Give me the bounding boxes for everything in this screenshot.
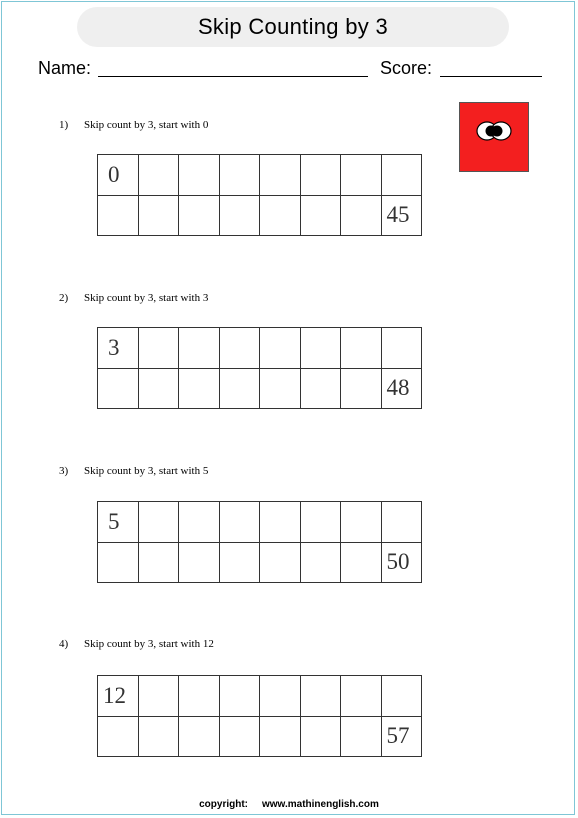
answer-cell[interactable] [260, 676, 301, 717]
answer-cell[interactable] [219, 328, 260, 369]
answer-cell[interactable] [98, 368, 139, 409]
answer-cell[interactable] [341, 542, 382, 583]
answer-cell[interactable] [179, 328, 220, 369]
start-cell: 5 [98, 502, 139, 543]
answer-cell[interactable] [260, 542, 301, 583]
question-1 [59, 119, 208, 131]
answer-grid-2 [97, 327, 422, 409]
end-cell: 57 [381, 716, 422, 757]
answer-grid-3 [97, 501, 422, 583]
start-cell: 3 [98, 328, 139, 369]
answer-cell[interactable] [300, 368, 341, 409]
worksheet-title: Skip Counting by 3 [197, 14, 389, 39]
grid-row [98, 542, 422, 583]
grid-row [98, 502, 422, 543]
answer-cell[interactable] [341, 716, 382, 757]
answer-cell[interactable] [219, 502, 260, 543]
question-2 [59, 292, 208, 304]
answer-cell[interactable] [138, 542, 179, 583]
score-label: Score: [380, 58, 433, 78]
answer-cell[interactable] [138, 368, 179, 409]
answer-cell[interactable] [219, 368, 260, 409]
answer-cell[interactable] [138, 676, 179, 717]
answer-cell[interactable] [341, 328, 382, 369]
copyright-label: copyright: [199, 799, 248, 810]
answer-cell[interactable] [98, 542, 139, 583]
question-text: Skip count by 3, start with 5 [84, 465, 209, 477]
score-blank-line[interactable] [440, 76, 542, 77]
footer [0, 799, 578, 810]
answer-cell[interactable] [179, 502, 220, 543]
answer-cell[interactable] [260, 716, 301, 757]
answer-cell[interactable] [98, 195, 139, 236]
answer-cell[interactable] [179, 155, 220, 196]
answer-cell[interactable] [260, 502, 301, 543]
grid-row [98, 195, 422, 236]
question-3 [59, 465, 208, 477]
answer-cell[interactable] [381, 502, 422, 543]
answer-cell[interactable] [138, 195, 179, 236]
end-cell: 50 [381, 542, 422, 583]
answer-grid-1 [97, 154, 422, 236]
answer-cell[interactable] [138, 502, 179, 543]
answer-grid-4 [97, 675, 422, 757]
grid-row [98, 328, 422, 369]
answer-cell[interactable] [260, 155, 301, 196]
answer-cell[interactable] [300, 328, 341, 369]
question-text: Skip count by 3, start with 12 [84, 638, 214, 650]
question-number: 3) [59, 465, 69, 477]
start-cell: 0 [98, 155, 139, 196]
grid-row [98, 716, 422, 757]
answer-cell[interactable] [341, 195, 382, 236]
answer-cell[interactable] [179, 676, 220, 717]
grid-row [98, 676, 422, 717]
answer-cell[interactable] [219, 542, 260, 583]
answer-cell[interactable] [219, 676, 260, 717]
start-cell: 12 [98, 676, 139, 717]
answer-cell[interactable] [341, 502, 382, 543]
worksheet-title-bar [77, 7, 509, 47]
answer-cell[interactable] [260, 328, 301, 369]
answer-cell[interactable] [381, 676, 422, 717]
answer-cell[interactable] [219, 716, 260, 757]
answer-cell[interactable] [179, 368, 220, 409]
question-text: Skip count by 3, start with 3 [84, 292, 209, 304]
question-number: 4) [59, 638, 69, 650]
answer-cell[interactable] [341, 368, 382, 409]
answer-cell[interactable] [300, 195, 341, 236]
answer-cell[interactable] [179, 716, 220, 757]
question-4 [59, 638, 214, 650]
end-cell: 48 [381, 368, 422, 409]
question-number: 2) [59, 292, 69, 304]
answer-cell[interactable] [300, 676, 341, 717]
answer-cell[interactable] [179, 195, 220, 236]
grid-row [98, 368, 422, 409]
answer-cell[interactable] [381, 155, 422, 196]
answer-cell[interactable] [300, 542, 341, 583]
answer-cell[interactable] [300, 502, 341, 543]
grid-row [98, 155, 422, 196]
name-label: Name: [38, 58, 92, 78]
name-score-row [38, 58, 543, 80]
answer-cell[interactable] [341, 676, 382, 717]
answer-cell[interactable] [138, 155, 179, 196]
answer-cell[interactable] [341, 155, 382, 196]
question-text: Skip count by 3, start with 0 [84, 119, 209, 131]
question-number: 1) [59, 119, 69, 131]
answer-cell[interactable] [219, 195, 260, 236]
answer-cell[interactable] [219, 155, 260, 196]
answer-cell[interactable] [138, 328, 179, 369]
answer-cell[interactable] [260, 195, 301, 236]
name-blank-line[interactable] [98, 76, 368, 77]
answer-cell[interactable] [138, 716, 179, 757]
answer-cell[interactable] [381, 328, 422, 369]
answer-cell[interactable] [98, 716, 139, 757]
end-cell: 45 [381, 195, 422, 236]
answer-cell[interactable] [179, 542, 220, 583]
answer-cell[interactable] [300, 155, 341, 196]
red-square-eyes-icon [459, 102, 529, 172]
answer-cell[interactable] [260, 368, 301, 409]
website-link[interactable]: www.mathinenglish.com [262, 799, 379, 810]
answer-cell[interactable] [300, 716, 341, 757]
